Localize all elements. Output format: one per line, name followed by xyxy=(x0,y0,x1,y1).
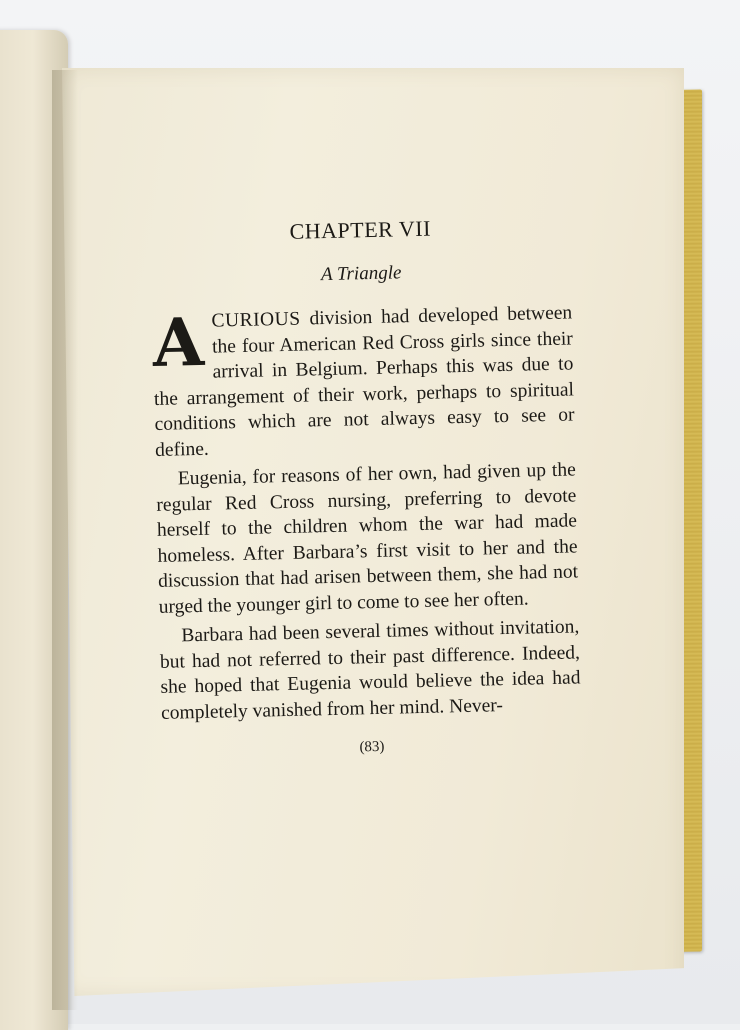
gutter-shadow xyxy=(52,70,78,1010)
page-number: (83) xyxy=(359,738,385,756)
first-word: CURIOUS xyxy=(211,308,301,332)
chapter-body xyxy=(152,300,581,725)
chapter-heading: CHAPTER VII xyxy=(289,215,432,244)
paragraph-1 xyxy=(152,300,575,462)
paragraph-1-text: division had developed between the four American Red Cross girls since their arrival in Belgium. Perhaps this was due to the arrangement of their work, perhaps to spiritual conditions which are not always easy to see or define. xyxy=(153,302,575,461)
paragraph-3: Barbara had been several times without invitation, but had not referred to their past difference. Indeed, she hoped that Eugenia would believe the idea had completely vanished from her mind. Never- xyxy=(159,616,581,724)
paragraph-2: Eugenia, for reasons of her own, had given up the regular Red Cross nursing, preferring to devote herself to the children whom the war had made homeless. After Barbara’s first visit to her and the discussion that had arisen between them, she had not urged the younger girl to come to see her often. xyxy=(156,459,579,618)
drop-cap: A xyxy=(151,302,205,382)
page-text-block xyxy=(150,212,582,760)
chapter-subtitle: A Triangle xyxy=(320,262,402,286)
